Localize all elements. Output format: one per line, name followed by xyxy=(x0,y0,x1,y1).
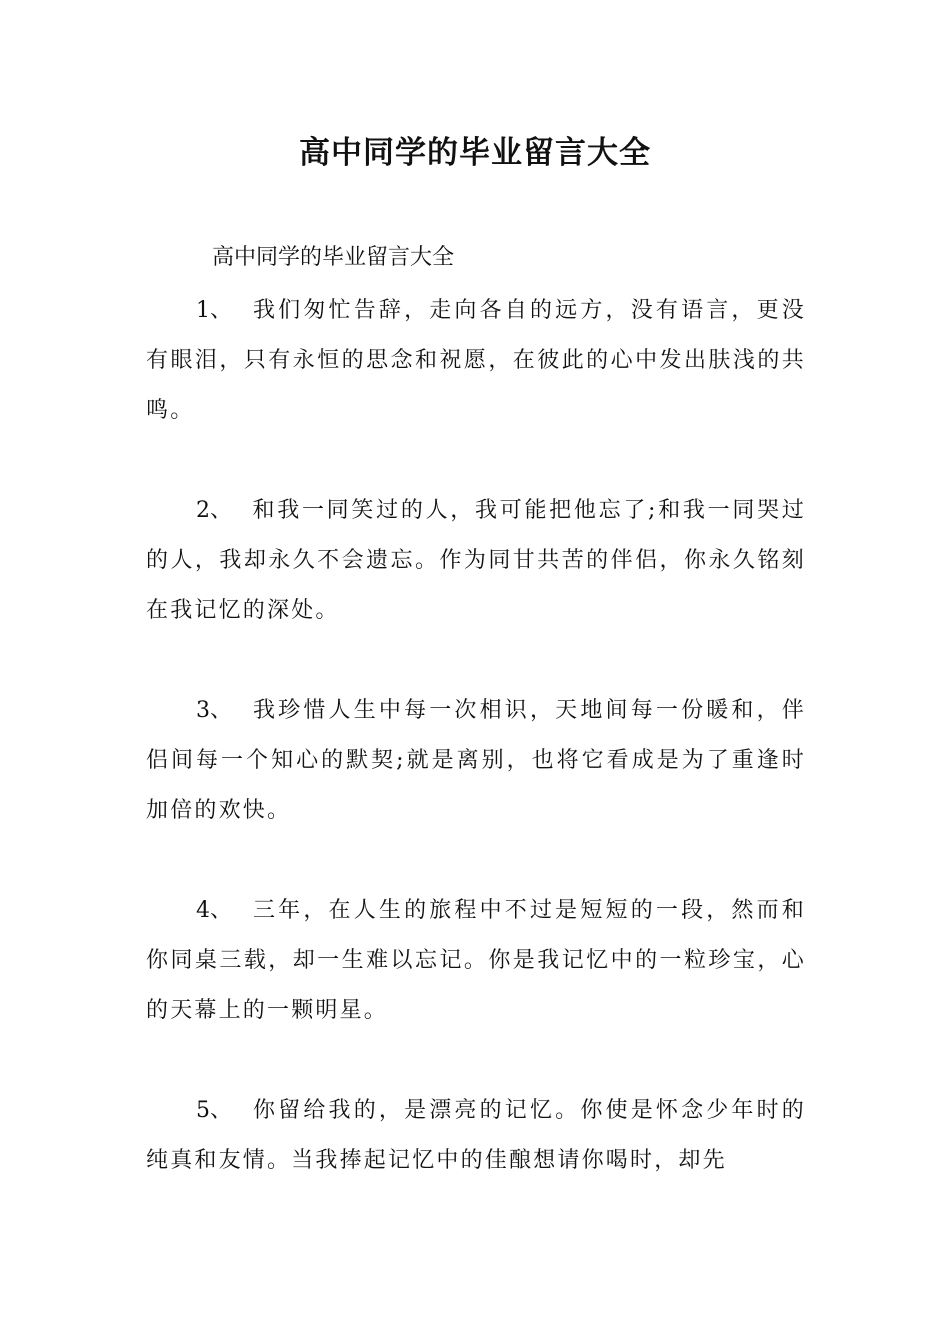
document-title: 高中同学的毕业留言大全 xyxy=(299,135,651,171)
paragraph-number: 3、 xyxy=(196,698,232,723)
document-body xyxy=(146,238,806,1186)
message-paragraph-3 xyxy=(146,686,806,836)
message-paragraph-4 xyxy=(146,886,806,1036)
document-subtitle: 高中同学的毕业留言大全 xyxy=(212,245,455,270)
message-paragraph-2 xyxy=(146,486,806,636)
paragraph-text: 你留给我的，是漂亮的记忆。你使是怀念少年时的纯真和友情。当我捧起记忆中的佳酿想请你喝时，却先 xyxy=(146,1098,806,1173)
paragraph-number: 1、 xyxy=(196,298,232,323)
message-paragraph-5 xyxy=(146,1086,806,1186)
paragraph-text: 三年，在人生的旅程中不过是短短的一段，然而和你同桌三载，却一生难以忘记。你是我记忆中的一粒珍宝，心的天幕上的一颗明星。 xyxy=(146,898,806,1023)
paragraph-text: 和我一同笑过的人，我可能把他忘了;和我一同哭过的人，我却永久不会遗忘。作为同甘共苦的伴侣，你永久铭刻在我记忆的深处。 xyxy=(146,498,806,623)
paragraph-number: 2、 xyxy=(196,498,232,523)
message-paragraph-1 xyxy=(146,286,806,436)
paragraph-number: 4、 xyxy=(196,898,232,923)
paragraph-text: 我珍惜人生中每一次相识，天地间每一份暖和，伴侣间每一个知心的默契;就是离别，也将它看成是为了重逢时加倍的欢快。 xyxy=(146,698,806,823)
paragraph-number: 5、 xyxy=(196,1098,232,1123)
paragraph-text: 我们匆忙告辞，走向各自的远方，没有语言，更没有眼泪，只有永恒的思念和祝愿，在彼此的心中发出肤浅的共鸣。 xyxy=(146,298,806,423)
